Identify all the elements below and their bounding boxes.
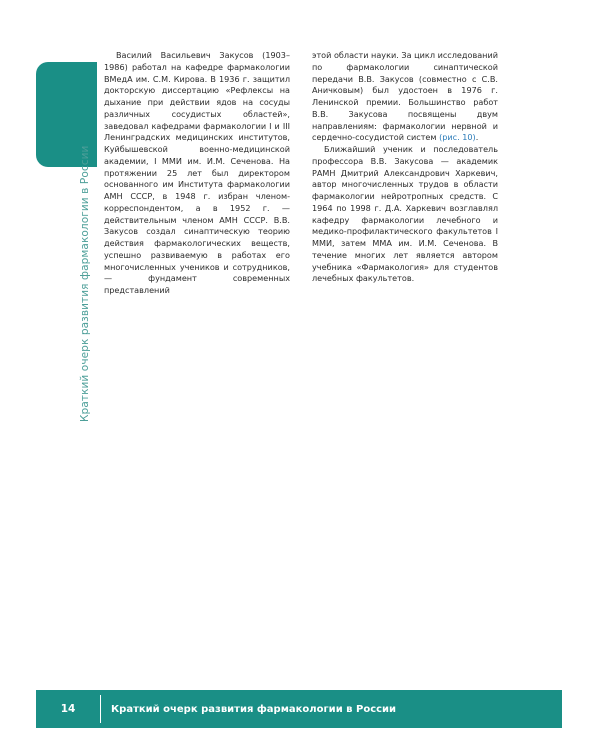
right-paragraph-end: . xyxy=(475,132,479,143)
footer-title: Краткий очерк развития фармакологии в России xyxy=(111,703,397,715)
figure-reference-link[interactable]: (рис. 10) xyxy=(439,132,476,143)
side-chapter-label: Краткий очерк развития фармакологии в России xyxy=(79,145,91,422)
page-number: 14 xyxy=(60,703,76,715)
left-text-column xyxy=(104,50,290,297)
right-paragraph-text: этой области науки. За цикл исследований по фармакологии синаптической передачи В.В. Закусов (совместно с С.В. Аничковым) был удостоен в 1976 г. Ленинской премии. Большинство работ В.В. Закусова посвящены двум направлениям: фармакологии нервной и сердечно-сосудистой систем xyxy=(312,50,498,143)
right-text-column xyxy=(312,50,498,285)
left-paragraph: Василий Васильевич Закусов (1903–1986) работал на кафедре фармакологии ВМедА им. С.М. Кирова. В 1936 г. защитил докторскую диссертацию «Рефлексы на дыхание при действии ядов на сосуды различных сосудистых областей», заведовал кафедрами фармакологии I и III Ленинградских медицинских институтов, Куйбышевской военно-медицинской академии, I ММИ им. И.М. Сеченова. На протяжении 25 лет был директором основанного им Института фармакологии АМН СССР, в 1948 г. избран членом-корреспондентом, а в 1952 г. — действительным членом АМН СССР. В.В. Закусов создал синаптическую теорию действия фармакологических веществ, успешно развиваемую в работах его многочисленных учеников и сотрудников, — фундамент современных представлений xyxy=(104,50,290,295)
footer-divider xyxy=(100,695,101,723)
right-paragraph-second: Ближайший ученик и последователь профессора В.В. Закусова — академик РАМН Дмитрий Александрович Харкевич, автор многочисленных трудов в области фармакологии нейротропных средств. С 1964 по 1998 г. Д.А. Харкевич возглавлял кафедру фармакологии лечебного и медико-профилактического факультетов I ММИ, затем ММА им. И.М. Сеченова. В течение многих лет является автором учебника «Фармакология» для студентов лечебных факультетов. xyxy=(312,144,498,284)
right-paragraph-continuation xyxy=(312,50,498,144)
